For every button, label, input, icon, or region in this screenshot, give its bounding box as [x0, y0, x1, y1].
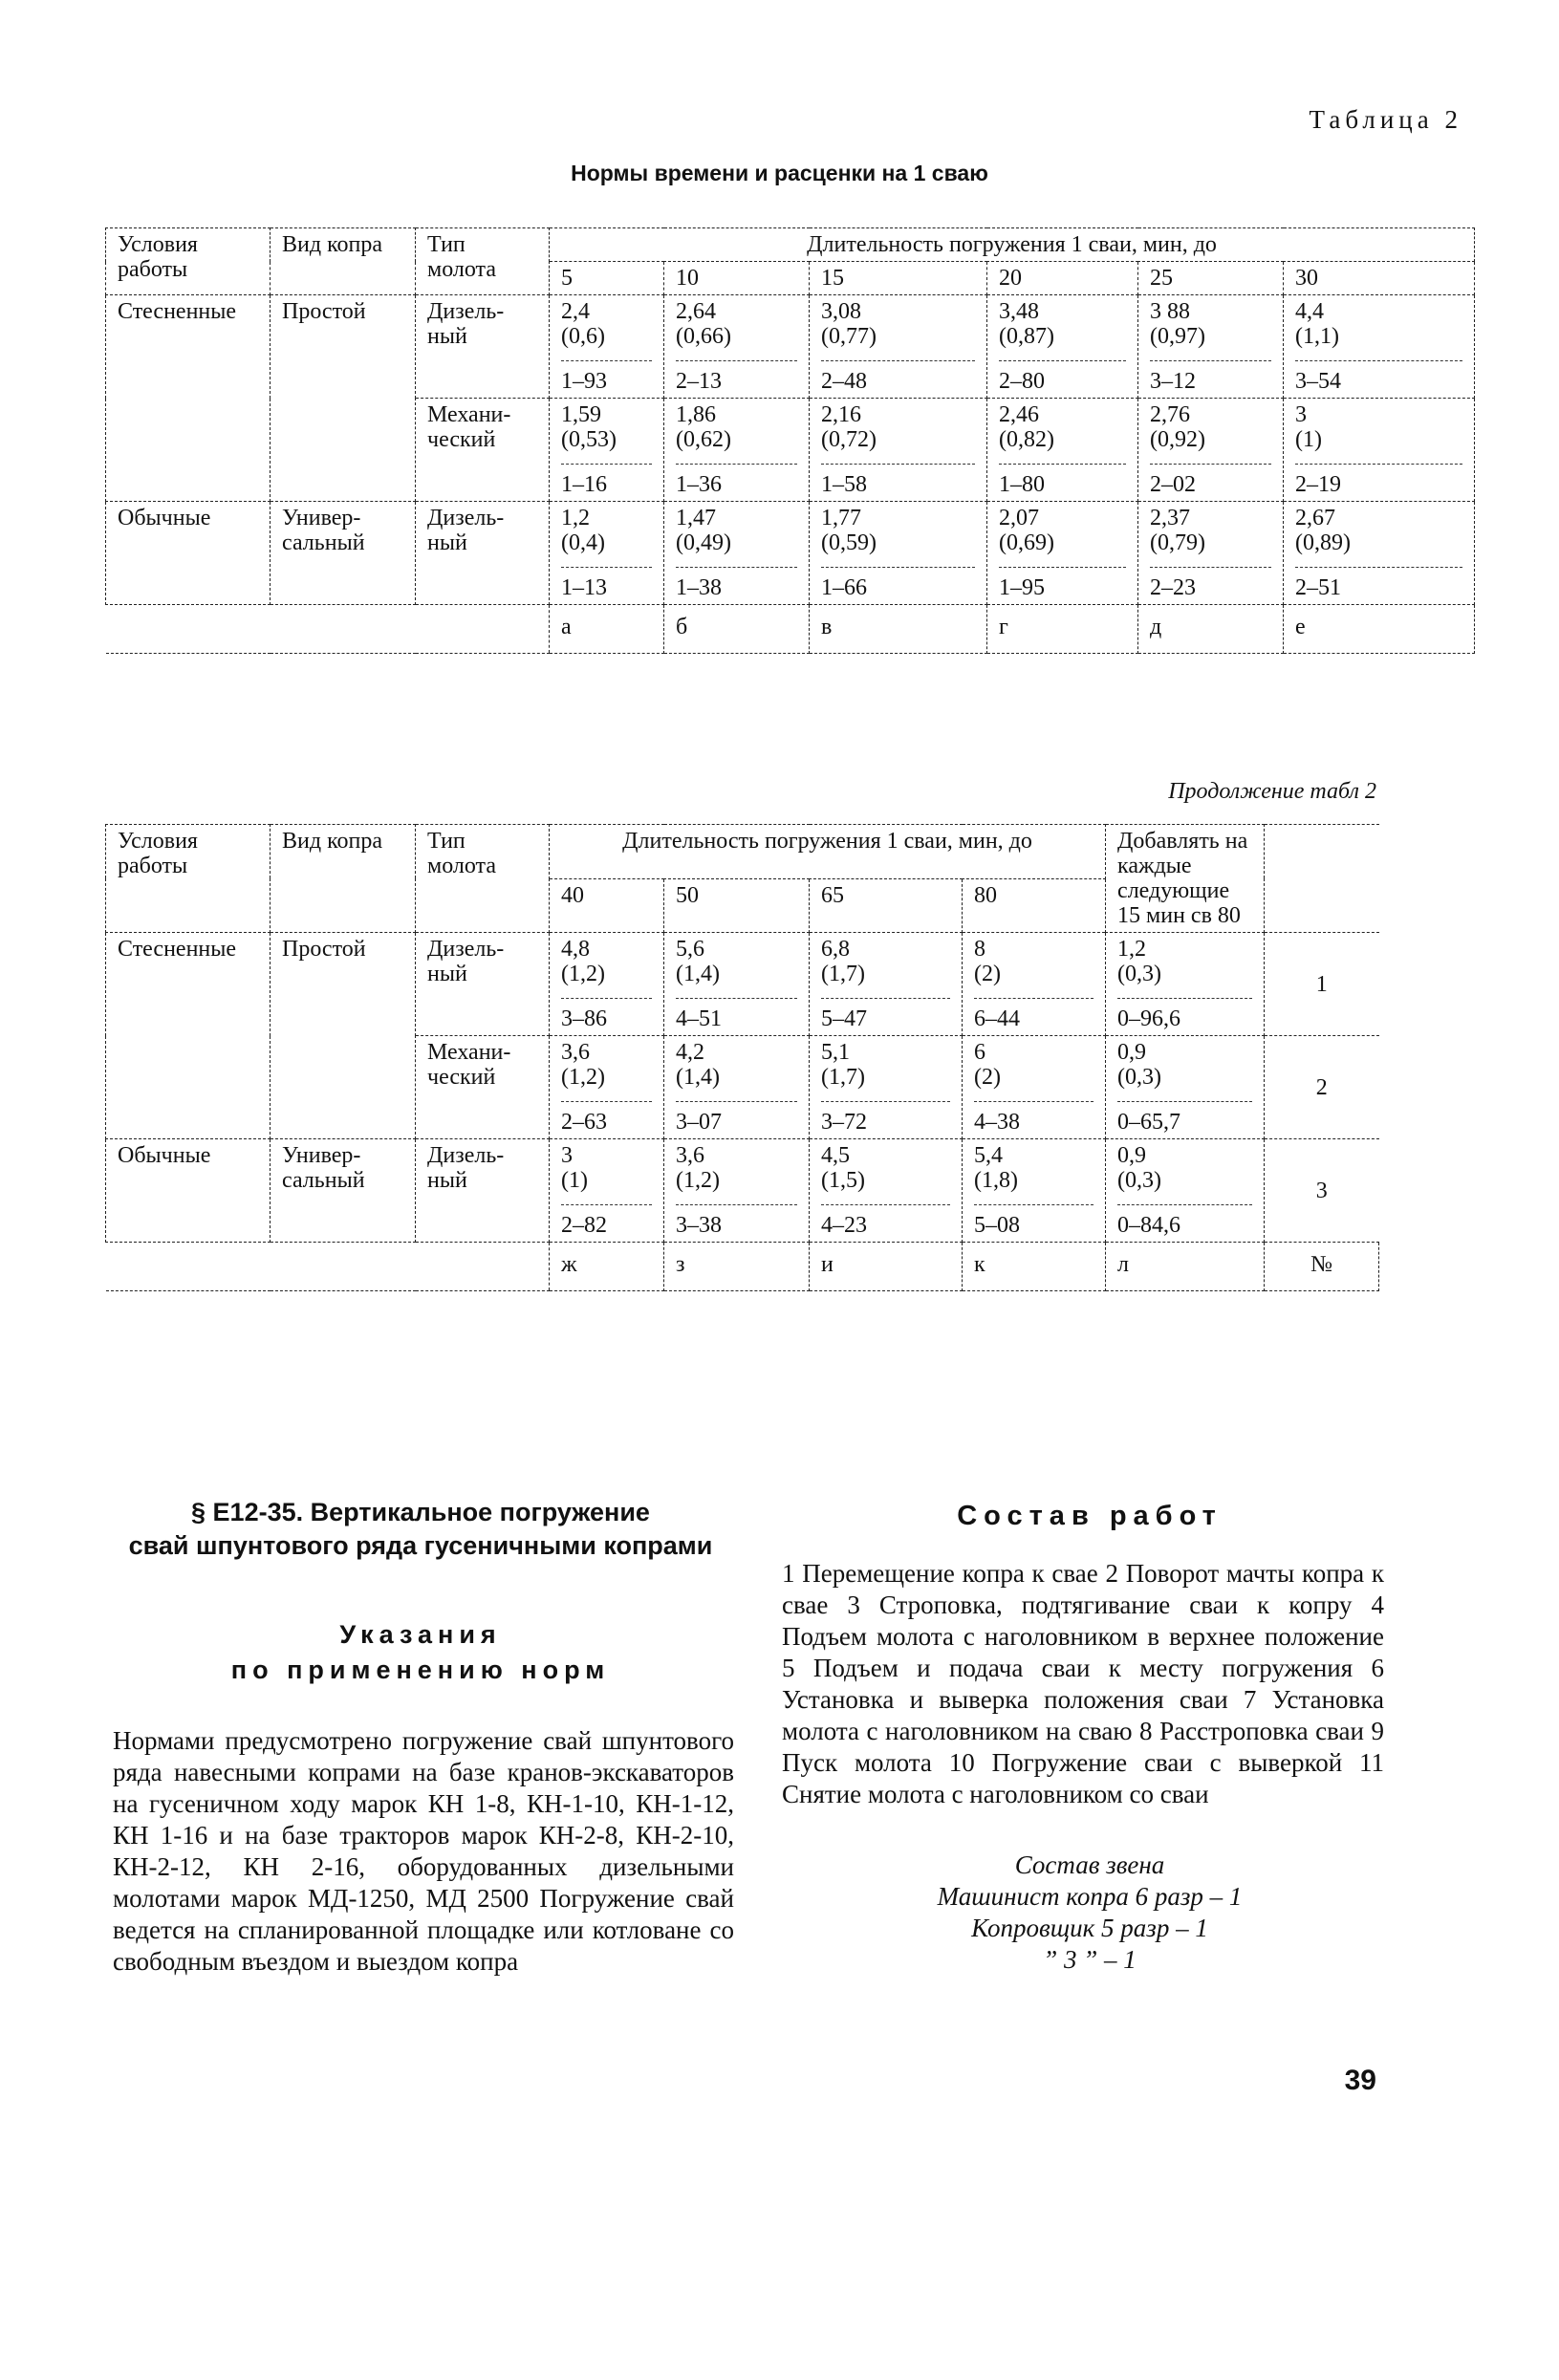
- norm-sub: (2): [974, 962, 1001, 986]
- norm-cell: [987, 502, 1138, 605]
- norm-time: 3,6: [676, 1143, 704, 1168]
- norm-rate: 3–72: [821, 1101, 950, 1135]
- norm-time: 3,48: [999, 299, 1039, 324]
- table-row: [106, 933, 1379, 1036]
- letters-row: [106, 1243, 1379, 1291]
- conditions-cell: Обычные: [106, 1139, 271, 1243]
- norm-cell: [664, 1139, 810, 1243]
- hammer-cell: Дизель-ный: [416, 502, 550, 605]
- norm-rate: 3–07: [676, 1101, 797, 1135]
- norm-rate: 2–19: [1295, 464, 1462, 497]
- header-duration-value: 30: [1284, 262, 1475, 295]
- header-duration-value: 25: [1138, 262, 1284, 295]
- norm-cell: [810, 933, 963, 1036]
- header-hammer-type: Тип молота: [416, 228, 550, 295]
- norm-sub: (2): [974, 1065, 1001, 1090]
- norm-sub: (0,4): [561, 530, 605, 555]
- hammer-cell: Дизель-ный: [416, 933, 550, 1036]
- kopr-cell: Универ-сальный: [271, 1139, 416, 1243]
- norm-time: 8: [974, 937, 985, 962]
- norm-cell: [963, 1139, 1106, 1243]
- norm-rate: 2–13: [676, 360, 797, 394]
- norm-rate: 0–96,6: [1117, 998, 1252, 1031]
- norm-cell: [810, 399, 987, 502]
- norm-time: 1,2: [561, 506, 590, 530]
- column-letter: а: [550, 605, 664, 654]
- norm-time: 2,16: [821, 402, 861, 427]
- norm-sub: (1,4): [676, 962, 720, 986]
- norm-rate: 2–80: [999, 360, 1126, 394]
- table-title: Нормы времени и расценки на 1 сваю: [571, 161, 988, 185]
- norm-cell: [810, 295, 987, 399]
- norm-sub: (0,82): [999, 427, 1054, 452]
- norm-time: 6,8: [821, 937, 850, 962]
- norm-rate: 2–02: [1150, 464, 1271, 497]
- header-duration-value: 10: [664, 262, 810, 295]
- crew-line: ” 3 ” – 1: [1043, 1945, 1137, 1974]
- header-duration-value: 40: [550, 878, 664, 933]
- norm-sub: (0,72): [821, 427, 877, 452]
- continuation-label: Продолжение табл 2: [1168, 779, 1376, 804]
- kopr-cell: Простой: [271, 933, 416, 1139]
- instructions-title: Указания: [339, 1620, 502, 1649]
- header-conditions: Условия работы: [106, 228, 271, 295]
- norm-time: 1,47: [676, 506, 716, 530]
- norm-rate: 2–82: [561, 1204, 652, 1238]
- norm-rate: 3–86: [561, 998, 652, 1031]
- header-duration-value: 20: [987, 262, 1138, 295]
- norm-rate: 2–51: [1295, 567, 1462, 600]
- norm-time: 0,9: [1117, 1143, 1147, 1168]
- norm-time: 4,5: [821, 1143, 850, 1168]
- norms-table-2: [105, 824, 1379, 1291]
- work-composition-title: Состав работ: [957, 1501, 1223, 1531]
- table-row: [106, 502, 1475, 605]
- header-kopr-type: Вид копра: [271, 228, 416, 295]
- norm-time: 2,4: [561, 299, 590, 324]
- norm-time: 3,6: [561, 1040, 590, 1065]
- norm-sub: (1,2): [561, 1065, 605, 1090]
- num-column-label: №: [1265, 1243, 1379, 1291]
- norm-time: 3 88: [1150, 299, 1190, 324]
- column-letter: в: [810, 605, 987, 654]
- norm-cell: [1106, 933, 1265, 1036]
- section-title-sub: свай шпунтового ряда гусеничными копрами: [128, 1531, 713, 1560]
- table-header-row: [106, 228, 1475, 262]
- norm-cell: [810, 1139, 963, 1243]
- header-extra: Добавлять на каждые следующие 15 мин св 80: [1106, 825, 1265, 933]
- norm-time: 2,37: [1150, 506, 1190, 530]
- header-duration-value: 80: [963, 878, 1106, 933]
- norm-cell: [987, 399, 1138, 502]
- crew-title: Состав звена: [1014, 1850, 1165, 1879]
- norm-cell: [1138, 399, 1284, 502]
- norm-time: 3: [561, 1143, 573, 1168]
- column-letter: ж: [550, 1243, 664, 1291]
- hammer-cell: Механи-ческий: [416, 1036, 550, 1139]
- norm-cell: [550, 1139, 664, 1243]
- norm-sub: (0,53): [561, 427, 617, 452]
- norm-sub: (0,69): [999, 530, 1054, 555]
- norm-time: 1,86: [676, 402, 716, 427]
- norm-time: 1,2: [1117, 937, 1147, 962]
- norm-cell: [664, 502, 810, 605]
- header-duration-value: 5: [550, 262, 664, 295]
- norm-sub: (1,2): [676, 1168, 720, 1193]
- header-num-spacer: [1265, 825, 1379, 933]
- norm-sub: (0,49): [676, 530, 731, 555]
- norm-cell: [1284, 399, 1475, 502]
- table-row: [106, 1139, 1379, 1243]
- norm-rate: 1–93: [561, 360, 652, 394]
- hammer-cell: Дизель-ный: [416, 1139, 550, 1243]
- norm-rate: 1–80: [999, 464, 1126, 497]
- conditions-cell: Обычные: [106, 502, 271, 605]
- norm-sub: (1,8): [974, 1168, 1018, 1193]
- norm-time: 2,64: [676, 299, 716, 324]
- column-letter: з: [664, 1243, 810, 1291]
- norm-sub: (1): [561, 1168, 588, 1193]
- norm-cell: [810, 502, 987, 605]
- norm-time: 5,4: [974, 1143, 1003, 1168]
- norms-table-1: [105, 227, 1475, 654]
- norm-cell: [1106, 1139, 1265, 1243]
- conditions-cell: Стесненные: [106, 295, 271, 502]
- header-duration-value: 15: [810, 262, 987, 295]
- norm-cell: [1106, 1036, 1265, 1139]
- header-conditions: Условия работы: [106, 825, 271, 933]
- norm-sub: (1): [1295, 427, 1322, 452]
- norm-cell: [664, 295, 810, 399]
- norm-cell: [1138, 295, 1284, 399]
- norm-rate: 3–12: [1150, 360, 1271, 394]
- norm-sub: (1,1): [1295, 324, 1339, 349]
- norm-cell: [550, 502, 664, 605]
- column-letter: к: [963, 1243, 1106, 1291]
- kopr-cell: Универ-сальный: [271, 502, 416, 605]
- norm-time: 4,4: [1295, 299, 1324, 324]
- norm-rate: 1–16: [561, 464, 652, 497]
- norm-cell: [1284, 295, 1475, 399]
- norm-sub: (0,3): [1117, 962, 1162, 986]
- hammer-cell: Дизель-ный: [416, 295, 550, 399]
- header-duration: Длительность погружения 1 сваи, мин, до: [550, 825, 1106, 879]
- letters-row-spacer: [106, 605, 550, 654]
- norm-time: 3: [1295, 402, 1307, 427]
- norm-time: 3,08: [821, 299, 861, 324]
- header-duration: Длительность погружения 1 сваи, мин, до: [550, 228, 1475, 262]
- norm-rate: 1–58: [821, 464, 975, 497]
- letters-row: [106, 605, 1475, 654]
- letters-row-spacer: [106, 1243, 550, 1291]
- crew-line: Копровщик 5 разр – 1: [971, 1914, 1208, 1942]
- norm-time: 5,1: [821, 1040, 850, 1065]
- row-number: 2: [1265, 1036, 1379, 1139]
- norm-sub: (0,6): [561, 324, 605, 349]
- norm-rate: 4–23: [821, 1204, 950, 1238]
- norm-cell: [664, 1036, 810, 1139]
- crew-line: Машинист копра 6 разр – 1: [937, 1882, 1243, 1911]
- norm-rate: 0–65,7: [1117, 1101, 1252, 1135]
- column-letter: г: [987, 605, 1138, 654]
- norm-sub: (0,87): [999, 324, 1054, 349]
- norm-rate: 1–38: [676, 567, 797, 600]
- norm-rate: 5–08: [974, 1204, 1093, 1238]
- norm-sub: (0,79): [1150, 530, 1205, 555]
- instructions-subtitle: по применению норм: [230, 1655, 611, 1684]
- column-letter: и: [810, 1243, 963, 1291]
- column-letter: д: [1138, 605, 1284, 654]
- norm-cell: [664, 933, 810, 1036]
- norm-sub: (1,2): [561, 962, 605, 986]
- page-number: 39: [1344, 2065, 1376, 2096]
- header-duration-value: 50: [664, 878, 810, 933]
- norm-time: 6: [974, 1040, 985, 1065]
- norm-cell: [664, 399, 810, 502]
- column-letter: б: [664, 605, 810, 654]
- header-kopr-type: Вид копра: [271, 825, 416, 933]
- norm-time: 2,46: [999, 402, 1039, 427]
- norm-rate: 2–23: [1150, 567, 1271, 600]
- norm-cell: [810, 1036, 963, 1139]
- norm-rate: 1–36: [676, 464, 797, 497]
- norm-sub: (0,77): [821, 324, 877, 349]
- norm-sub: (1,4): [676, 1065, 720, 1090]
- norm-time: 5,6: [676, 937, 704, 962]
- norm-sub: (0,3): [1117, 1168, 1162, 1193]
- norm-cell: [1138, 502, 1284, 605]
- conditions-cell: Стесненные: [106, 933, 271, 1139]
- norm-rate: 4–51: [676, 998, 797, 1031]
- header-hammer-type: Тип молота: [416, 825, 550, 933]
- norm-sub: (0,97): [1150, 324, 1205, 349]
- kopr-cell: Простой: [271, 295, 416, 502]
- norm-cell: [550, 1036, 664, 1139]
- norm-cell: [963, 1036, 1106, 1139]
- norm-sub: (1,7): [821, 962, 865, 986]
- column-letter: е: [1284, 605, 1475, 654]
- norm-rate: 3–38: [676, 1204, 797, 1238]
- section-title: § Е12-35. Вертикальное погружение: [191, 1498, 650, 1526]
- norm-cell: [987, 295, 1138, 399]
- norm-rate: 1–95: [999, 567, 1126, 600]
- row-number: 3: [1265, 1139, 1379, 1243]
- norm-time: 4,8: [561, 937, 590, 962]
- norm-sub: (0,66): [676, 324, 731, 349]
- norm-time: 1,59: [561, 402, 601, 427]
- instructions-body: Нормами предусмотрено погружение свай шпунтового ряда навесными копрами на базе кранов-экскаваторов на гусеничном ходу марок КН 1-8, КН-1-10, КН-1-12, КН 1-16 и на базе тракторов марок КН-2-8, КН-2-10, КН-2-12, КН 2-16, оборудованных дизельными молотами марок МД-1250, МД 2500 Погружение свай ведется на спланированной площадке или котловане со свободным въездом и выездом копра: [113, 1726, 734, 1976]
- norm-rate: 0–84,6: [1117, 1204, 1252, 1238]
- header-duration-value: 65: [810, 878, 963, 933]
- norm-sub: (0,92): [1150, 427, 1205, 452]
- norm-sub: (0,59): [821, 530, 877, 555]
- norm-sub: (0,3): [1117, 1065, 1162, 1090]
- norm-sub: (1,7): [821, 1065, 865, 1090]
- norm-rate: 2–48: [821, 360, 975, 394]
- norm-time: 1,77: [821, 506, 861, 530]
- norm-cell: [550, 399, 664, 502]
- work-composition-body: 1 Перемещение копра к свае 2 Поворот мачты копра к свае 3 Строповка, подтягивание сваи к копру 4 Подъем молота с наголовником в верхнее положение 5 Подъем и подача сваи к месту погружения 6 Установка и выверка положения сваи 7 Установка молота с наголовником на сваю 8 Расстроповка сваи 9 Пуск молота 10 Погружение сваи с выверкой 11 Снятие молота с наголовником со сваи: [782, 1559, 1384, 1808]
- norm-rate: 1–66: [821, 567, 975, 600]
- norm-cell: [550, 933, 664, 1036]
- norm-rate: 5–47: [821, 998, 950, 1031]
- table-label: Таблица 2: [1309, 105, 1462, 134]
- table-row: [106, 295, 1475, 399]
- norm-rate: 4–38: [974, 1101, 1093, 1135]
- table-header-row: [106, 825, 1379, 879]
- row-number: 1: [1265, 933, 1379, 1036]
- hammer-cell: Механи-ческий: [416, 399, 550, 502]
- norm-cell: [550, 295, 664, 399]
- norm-time: 2,07: [999, 506, 1039, 530]
- norm-sub: (0,89): [1295, 530, 1351, 555]
- norm-rate: 3–54: [1295, 360, 1462, 394]
- norm-rate: 6–44: [974, 998, 1093, 1031]
- norm-rate: 2–63: [561, 1101, 652, 1135]
- norm-sub: (1,5): [821, 1168, 865, 1193]
- column-letter: л: [1106, 1243, 1265, 1291]
- norm-cell: [963, 933, 1106, 1036]
- norm-time: 4,2: [676, 1040, 704, 1065]
- norm-sub: (0,62): [676, 427, 731, 452]
- norm-time: 2,76: [1150, 402, 1190, 427]
- norm-time: 2,67: [1295, 506, 1335, 530]
- norm-time: 0,9: [1117, 1040, 1147, 1065]
- norm-cell: [1284, 502, 1475, 605]
- norm-rate: 1–13: [561, 567, 652, 600]
